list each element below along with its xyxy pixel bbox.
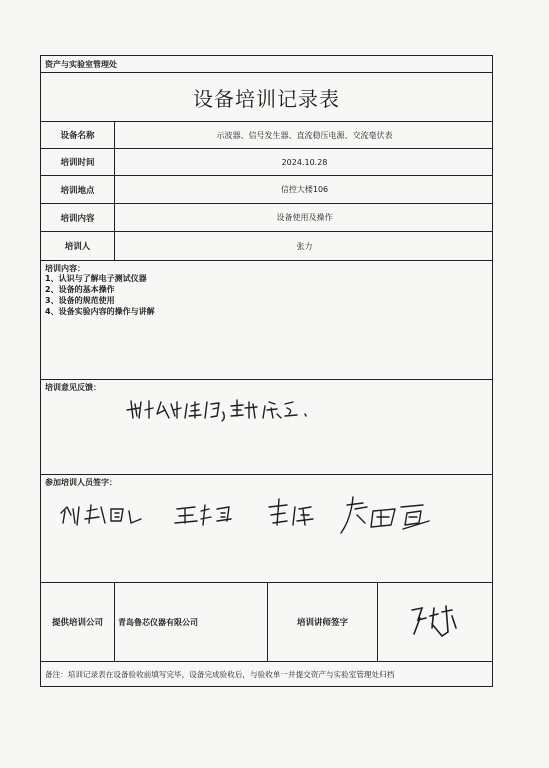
location-row: [41, 176, 492, 204]
note-text: 备注：培训记录表在设备验收前填写完毕，设备完成验收后，与验收单一并提交资产与实验室管理处归档: [45, 669, 395, 679]
provider-row: [41, 583, 492, 662]
org-name: 资产与实验室管理处: [45, 59, 117, 69]
org-row: [41, 56, 492, 73]
note-row: [41, 662, 492, 686]
date-label: 培训时间: [41, 149, 115, 175]
date-value: 2024.10.28: [281, 157, 328, 167]
detail-item: 4、设备实验内容的操作与讲解: [45, 307, 155, 316]
detail-item: 3、设备的规范使用: [45, 296, 115, 305]
detail-title: 培训内容：: [45, 264, 85, 273]
date-row: [41, 149, 492, 176]
trainee-label: 培训人: [41, 232, 115, 260]
participants-title: 参加培训人员签字：: [45, 478, 117, 487]
feedback-handwriting: [125, 396, 315, 422]
content-value: 设备使用及操作: [276, 213, 333, 222]
title-row: [41, 73, 492, 122]
provider-value: 青岛鲁芯仪器有限公司: [115, 583, 268, 661]
device-name-value: 示波器、信号发生器、直流稳压电源、交流毫伏表: [216, 130, 393, 140]
feedback-section: [41, 380, 492, 475]
content-label: 培训内容: [41, 204, 115, 231]
instructor-signature: [406, 602, 466, 642]
location-label: 培训地点: [41, 176, 115, 203]
detail-item: 2、设备的基本操作: [45, 285, 115, 294]
detail-list: [45, 273, 155, 317]
trainee-value: 张力: [296, 241, 313, 251]
instructor-signature-cell: [378, 583, 494, 661]
content-row: [41, 204, 492, 232]
form-title: 设备培训记录表: [193, 86, 340, 111]
detail-section: [41, 261, 492, 380]
device-name-row: [41, 122, 492, 149]
training-record-form: [40, 55, 493, 687]
instructor-label: 培训讲师签字: [268, 583, 378, 661]
trainee-row: [41, 232, 492, 261]
location-value: 信控大楼106: [280, 185, 329, 194]
feedback-title: 培训意见反馈：: [45, 383, 101, 392]
participants-signatures: [51, 489, 451, 549]
participants-section: [41, 475, 492, 583]
provider-label: 提供培训公司: [41, 583, 115, 661]
detail-item: 1、认识与了解电子测试仪器: [45, 274, 147, 283]
device-name-label: 设备名称: [41, 122, 115, 148]
